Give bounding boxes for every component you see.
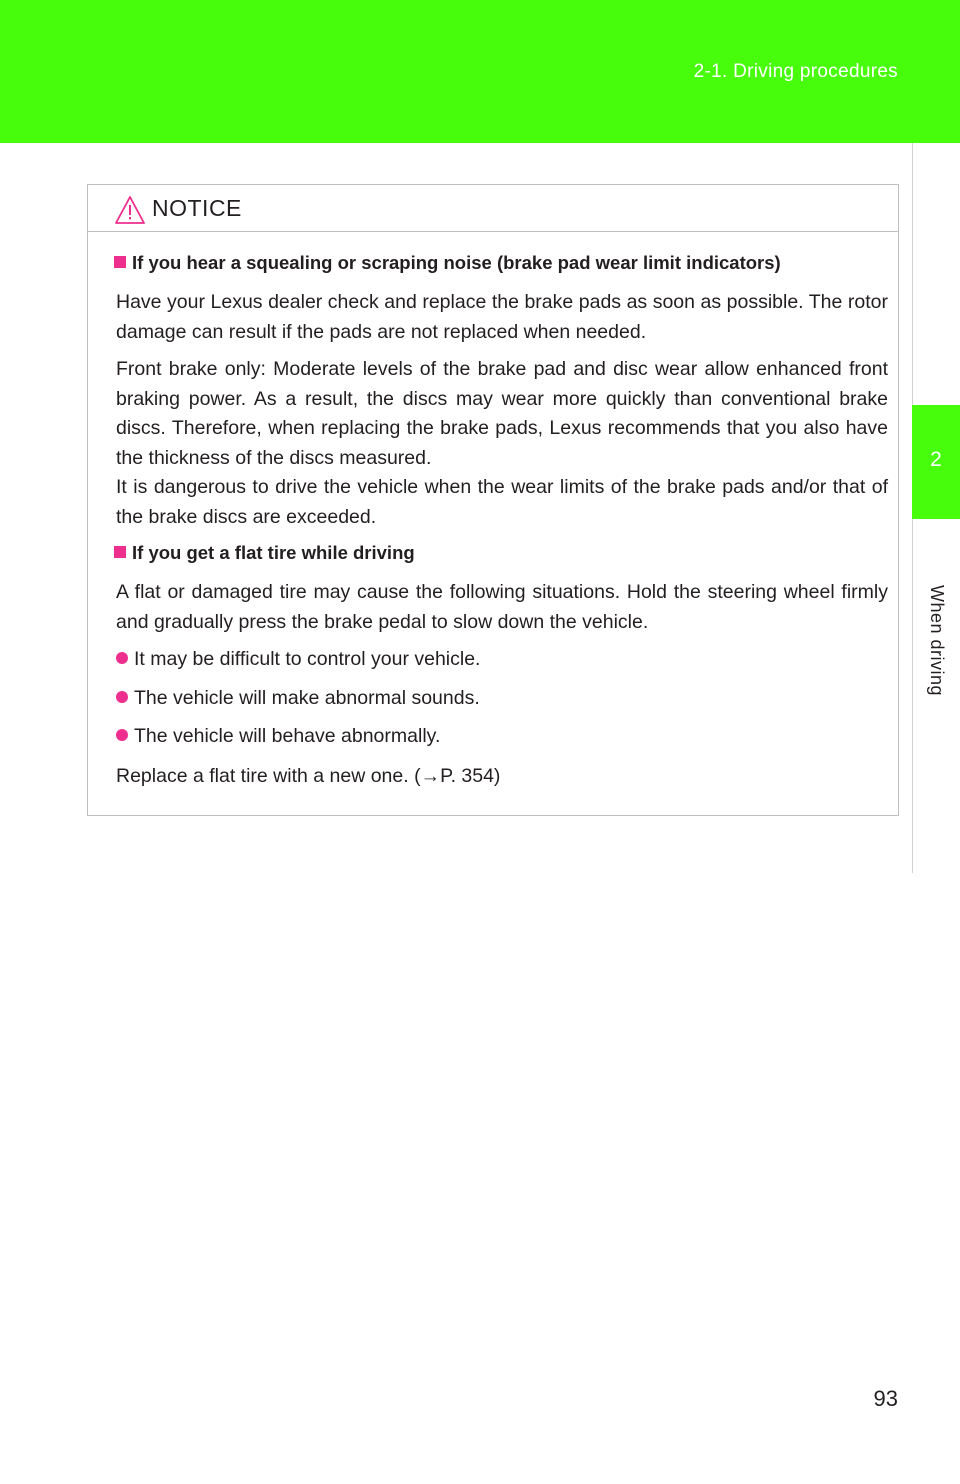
list-item: [116, 725, 440, 748]
paragraph: A flat or damaged tire may cause the following situations. Hold the steering wheel firmly and gradually press the brake pedal to slow down the vehicle.: [116, 581, 888, 633]
paragraph: It is dangerous to drive the vehicle when the wear limits of the brake pads and/or that of the brake discs are exceeded.: [116, 476, 888, 528]
section-heading: [114, 252, 781, 274]
round-bullet-icon: [116, 691, 128, 703]
section-heading-text: If you get a flat tire while driving: [132, 542, 415, 563]
page-number: 93: [873, 1386, 898, 1411]
notice-box: [87, 184, 899, 816]
list-item: [116, 648, 480, 671]
square-bullet-icon: [114, 256, 126, 268]
section-heading: [114, 542, 415, 564]
notice-title: NOTICE: [152, 195, 242, 221]
paragraph: Have your Lexus dealer check and replace the brake pads as soon as possible. The rotor damage can result if the pads are not replaced when needed.: [116, 291, 888, 343]
list-item-text: The vehicle will make abnormal sounds.: [134, 687, 480, 709]
page-reference: Replace a flat tire with a new one. (→P. 354): [116, 765, 501, 787]
round-bullet-icon: [116, 729, 128, 741]
chapter-tab-number: 2: [930, 448, 942, 471]
section-heading-text: If you hear a squealing or scraping noise (brake pad wear limit indicators): [132, 252, 781, 273]
chapter-tab-label: When driving: [927, 585, 947, 697]
list-item: [116, 687, 480, 710]
round-bullet-icon: [116, 652, 128, 664]
paragraph: Front brake only: Moderate levels of the brake pad and disc wear allow enhanced front braking power. As a result, the discs may wear more quickly than conventional brake discs. Therefore, when replacing the brake pads, Lexus recommends that you also have the thickness of the discs measured.: [116, 358, 888, 469]
warning-triangle-icon: [114, 195, 146, 225]
square-bullet-icon: [114, 546, 126, 558]
notice-header: [88, 185, 898, 232]
list-item-text: It may be difficult to control your vehicle.: [134, 648, 481, 670]
list-item-text: The vehicle will behave abnormally.: [134, 725, 441, 747]
section-title: 2-1. Driving procedures: [693, 61, 898, 82]
